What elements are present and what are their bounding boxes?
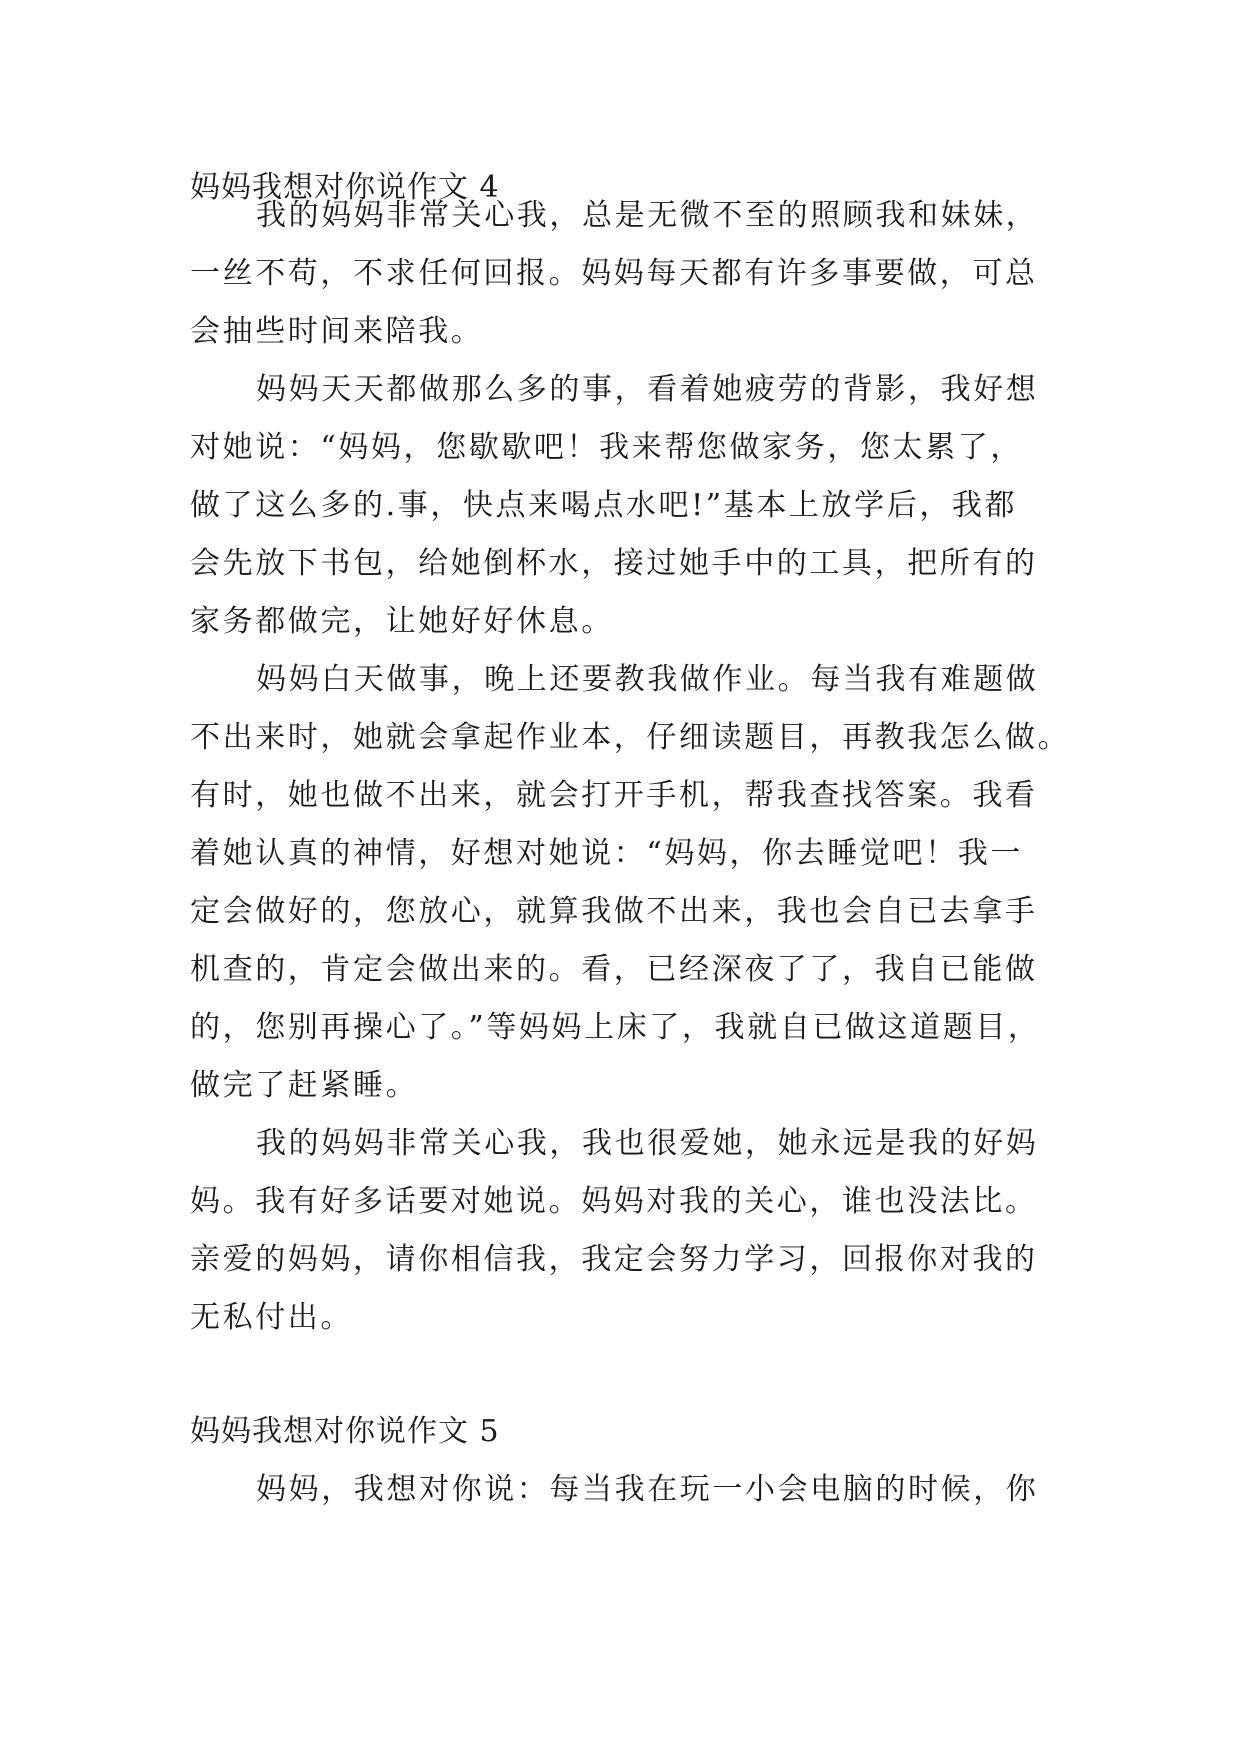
paragraph-line: 做了这么多的.事，快点来喝点水吧!”基本上放学后，我都 (190, 488, 1018, 523)
paragraph-line: 不出来时，她就会拿起作业本，仔细读题目，再教我怎么做。 (190, 720, 1071, 755)
paragraph-line: 家务都做完，让她好好休息。 (190, 604, 614, 639)
paragraph-line: 我的妈妈非常关心我，我也很爱她，她永远是我的好妈 (256, 1126, 1039, 1161)
paragraph-line: 一丝不苟，不求任何回报。妈妈每天都有许多事要做，可总 (190, 256, 1038, 291)
paragraph-line: 着她认真的神情，好想对她说：“妈妈，你去睡觉吧！我一 (190, 836, 1023, 871)
section-heading: 妈妈我想对你说作文 5 (190, 1414, 500, 1449)
paragraph-line: 会抽些时间来陪我。 (190, 314, 484, 349)
paragraph-line: 定会做好的，您放心，就算我做不出来，我也会自已去拿手 (190, 894, 1038, 929)
paragraph-line: 妈。我有好多话要对她说。妈妈对我的关心，谁也没法比。 (190, 1184, 1038, 1219)
paragraph-line: 妈妈天天都做那么多的事，看着她疲劳的背影，我好想 (256, 372, 1039, 407)
paragraph-line: 做完了赶紧睡。 (190, 1068, 419, 1103)
paragraph-line: 无私付出。 (190, 1300, 353, 1335)
paragraph-line: 的，您别再操心了。”等妈妈上床了，我就自已做这道题目， (190, 1010, 1041, 1045)
paragraph-line: 我的妈妈非常关心我，总是无微不至的照顾我和妹妹， (256, 198, 1039, 233)
section-heading: 妈妈我想对你说作文 4 (190, 170, 500, 205)
paragraph-line: 机查的，肯定会做出来的。看，已经深夜了了，我自已能做 (190, 952, 1038, 987)
paragraph-line: 妈妈，我想对你说：每当我在玩一小会电脑的时候，你 (256, 1472, 1039, 1507)
paragraph-line: 有时，她也做不出来，就会打开手机，帮我查找答案。我看 (190, 778, 1038, 813)
paragraph-line: 对她说：“妈妈，您歇歇吧！我来帮您做家务，您太累了， (190, 430, 1023, 465)
paragraph-line: 妈妈白天做事，晚上还要教我做作业。每当我有难题做 (256, 662, 1039, 697)
paragraph-line: 会先放下书包，给她倒杯水，接过她手中的工具，把所有的 (190, 546, 1038, 581)
paragraph-line: 亲爱的妈妈，请你相信我，我定会努力学习，回报你对我的 (190, 1242, 1038, 1277)
